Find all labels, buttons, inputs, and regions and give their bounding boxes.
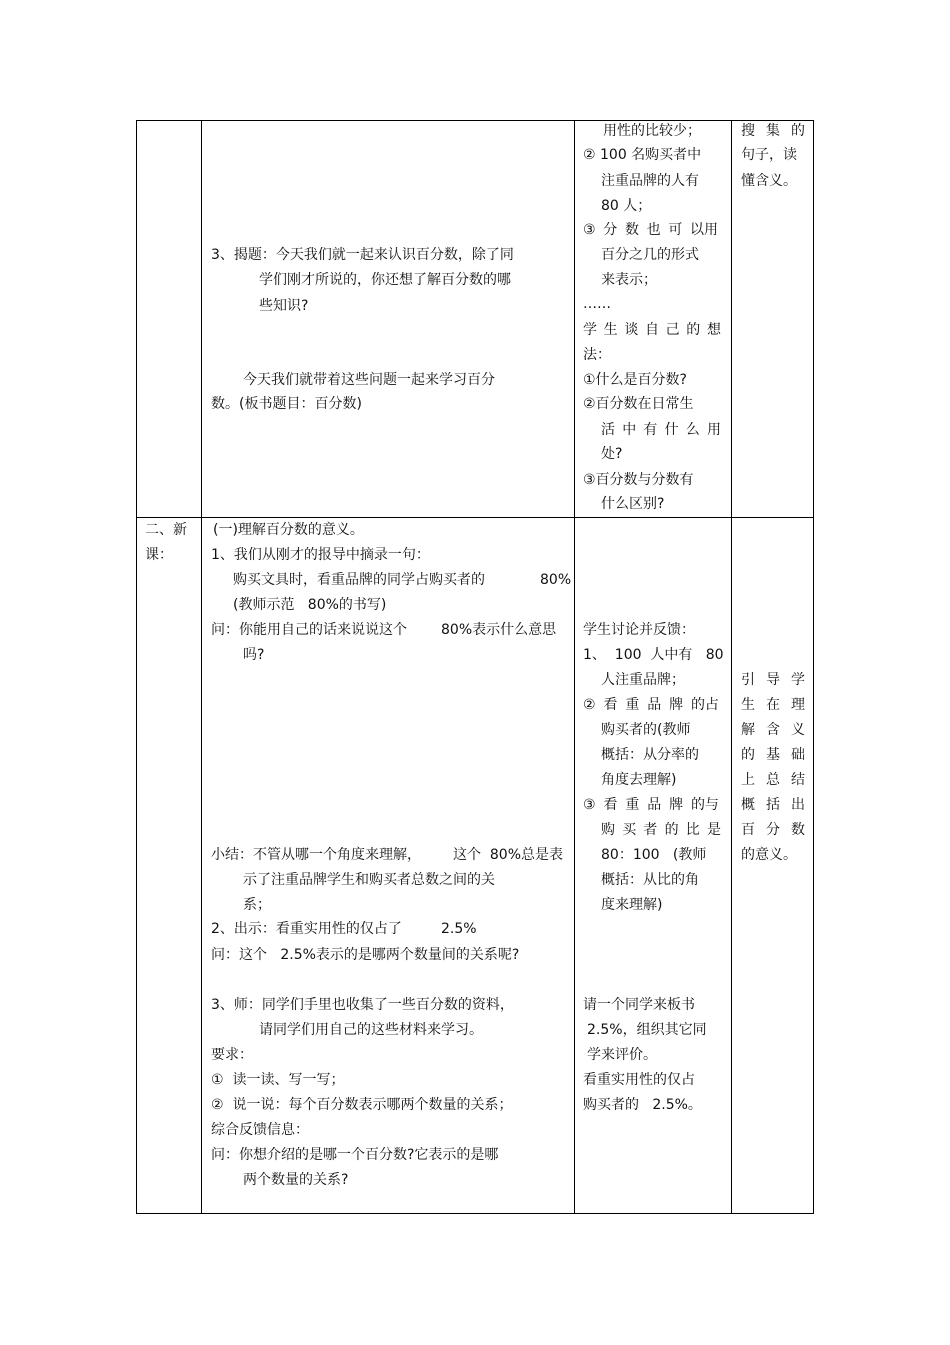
teacher-line: 两个数量的关系?	[243, 1172, 349, 1188]
teacher-line: 综合反馈信息：	[211, 1122, 309, 1138]
teacher-line: ① 读一读、写一写；	[211, 1072, 345, 1088]
column-divider-3	[731, 120, 732, 1214]
student-line: ② 100 名购买者中	[583, 147, 702, 163]
teacher-line: (教师示范 80%的书写)	[233, 597, 387, 613]
column-divider-2	[574, 120, 575, 1214]
intent-line: 生 在 理	[741, 697, 805, 713]
student-line: 2.5%，组织其它同	[587, 1022, 707, 1038]
percent-value: 2.5%	[441, 921, 477, 937]
percent-value: 80%	[540, 572, 572, 588]
student-line: 购 买 者 的 比 是	[601, 822, 721, 838]
student-line: 人注重品牌；	[601, 672, 685, 688]
teacher-line: 80%表示什么意思	[441, 622, 557, 638]
student-line: 来表示；	[601, 272, 657, 288]
student-line: 请一个同学来板书	[583, 997, 695, 1013]
table-left-border	[136, 120, 137, 1214]
student-line: 80 人；	[601, 198, 652, 214]
teacher-line: 问：这个 2.5%表示的是哪两个数量间的关系呢?	[211, 947, 520, 963]
student-line: 百分之几的形式	[601, 247, 699, 263]
teacher-line: 2、出示：看重实用性的仅占了	[211, 921, 402, 937]
table-bottom-border	[136, 1213, 814, 1214]
column-divider-1	[201, 120, 202, 1214]
lesson-title-line: 今天我们就带着这些问题一起来学习百分	[243, 372, 495, 388]
intent-line: 解 含 义	[741, 722, 805, 738]
student-line: 什么区别?	[601, 496, 665, 512]
summary-line: 小结：不管从哪一个角度来理解，	[211, 847, 421, 863]
intent-line: 百 分 数	[741, 822, 805, 838]
summary-line: 系；	[243, 897, 271, 913]
student-line: 80：100 (教师	[601, 847, 707, 863]
student-line: 度来理解)	[601, 897, 663, 913]
intent-line: 的 基 础	[741, 747, 805, 763]
student-line: 角度去理解)	[601, 772, 677, 788]
student-line: 购买者的(教师	[601, 722, 691, 738]
intent-line: 概 括 出	[741, 797, 805, 813]
student-line: 学来评价。	[587, 1047, 657, 1063]
student-line: ③百分数与分数有	[583, 472, 694, 488]
topic-reveal-line: 些知识?	[259, 298, 309, 314]
student-line: ② 看 重 品 牌 的占	[583, 697, 719, 713]
teacher-line: ② 说一说：每个百分数表示哪两个数量的关系；	[211, 1097, 513, 1113]
topic-reveal-line: 3、揭题：今天我们就一起来认识百分数，除了同	[211, 247, 514, 263]
intent-line: 的意义。	[741, 847, 797, 863]
student-line: 看重实用性的仅占	[583, 1072, 695, 1088]
intent-line: 引 导 学	[741, 672, 805, 688]
teacher-line: 购买文具时，看重品牌的同学占购买者的	[233, 572, 485, 588]
student-line: 处?	[601, 446, 623, 462]
section-label: 二、新	[145, 522, 187, 538]
intent-line: 懂含义。	[741, 173, 797, 189]
teacher-line: 问：你能用自己的话来说说这个	[211, 622, 407, 638]
student-line: ①什么是百分数?	[583, 372, 687, 388]
row-divider	[136, 517, 814, 518]
student-line: 用性的比较少；	[603, 123, 701, 139]
teacher-line: 吗?	[243, 647, 265, 663]
intent-line: 搜 集 的	[741, 123, 805, 139]
section-label: 课：	[145, 547, 173, 563]
student-line: 活 中 有 什 么 用	[601, 422, 721, 438]
table-right-border	[813, 120, 814, 1214]
teacher-line: 请同学们用自己的这些材料来学习。	[259, 1022, 483, 1038]
subsection-heading: (一)理解百分数的意义。	[213, 522, 364, 538]
student-line: ②百分数在日常生	[583, 396, 694, 412]
teacher-line: 1、我们从刚才的报导中摘录一句：	[211, 547, 430, 563]
teacher-line: 3、师：同学们手里也收集了一些百分数的资料，	[211, 997, 514, 1013]
student-line: 1、 100 人中有 80	[583, 647, 724, 663]
student-line: 概括：从比的角	[601, 872, 699, 888]
summary-line: 这个 80%总是表	[453, 847, 564, 863]
student-line: ③ 看 重 品 牌 的与	[583, 797, 719, 813]
student-line: 注重品牌的人有	[601, 173, 699, 189]
student-line: 购买者的 2.5%。	[583, 1097, 702, 1113]
intent-line: 句子，读	[741, 147, 797, 163]
topic-reveal-line: 学们刚才所说的，你还想了解百分数的哪	[259, 272, 511, 288]
ellipsis: ……	[583, 296, 611, 312]
teacher-line: 问：你想介绍的是哪一个百分数?它表示的是哪	[211, 1147, 499, 1163]
student-line: 法：	[583, 347, 611, 363]
lesson-title-line: 数。(板书题目：百分数)	[211, 396, 362, 412]
student-line: 概括：从分率的	[601, 747, 699, 763]
student-line: 学生讨论并反馈：	[583, 622, 695, 638]
table-top-border	[136, 120, 814, 121]
teacher-line: 要求：	[211, 1047, 253, 1063]
student-line: 学 生 谈 自 己 的 想	[583, 322, 721, 338]
summary-line: 示了注重品牌学生和购买者总数之间的关	[243, 872, 495, 888]
student-line: ③ 分 数 也 可 以用	[583, 222, 718, 238]
intent-line: 上 总 结	[741, 772, 805, 788]
